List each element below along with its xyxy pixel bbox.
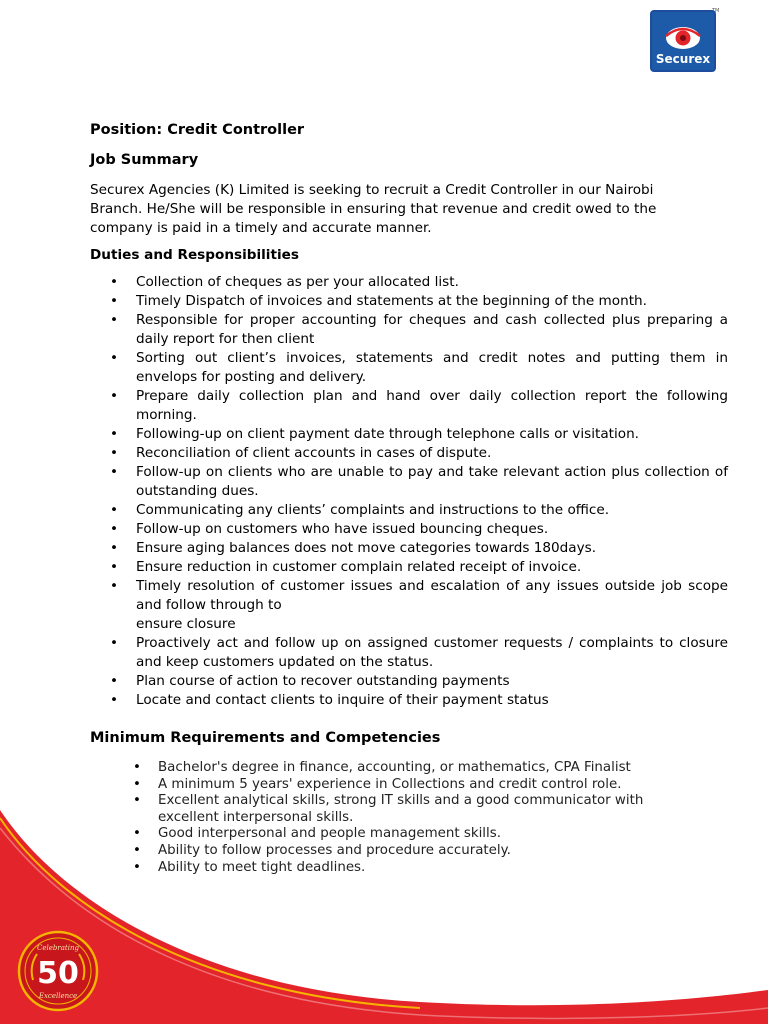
requirements-heading: Minimum Requirements and Competencies — [90, 730, 441, 746]
duty-item: • Proactively act and follow up on assigned customer requests / complaints to closure and keep customers updated on the status. — [90, 634, 728, 672]
requirement-item: • Excellent analytical skills, strong IT skills and a good communicator with excellent interpersonal skills. — [90, 793, 690, 826]
job-summary-heading: Job Summary — [90, 152, 199, 168]
celebrating-50-badge — [17, 930, 99, 1012]
duty-item: • Timely resolution of customer issues and escalation of any issues outside job scope and follow through to — [90, 577, 728, 615]
position-title: Position: Credit Controller — [90, 122, 305, 138]
eye-icon — [664, 20, 702, 56]
duty-item: • Locate and contact clients to inquire of their payment status — [90, 691, 728, 710]
duty-item: • Reconciliation of client accounts in cases of dispute. — [90, 444, 728, 463]
requirement-item: • Ability to follow processes and procedure accurately. — [90, 843, 690, 860]
requirement-item: • Good interpersonal and people management skills. — [90, 826, 690, 843]
duty-item-continuation: ensure closure — [136, 616, 236, 632]
badge-graphic — [17, 930, 99, 1012]
duty-item: • Collection of cheques as per your allocated list. — [90, 273, 728, 292]
badge-top-text: Celebrating — [37, 944, 79, 952]
job-summary-text: Securex Agencies (K) Limited is seeking to recruit a Credit Controller in our Nairobi Branch. He/She will be responsible in ensuring that revenue and credit owed to the company is paid in a timely and accurate manner. — [90, 182, 657, 236]
requirement-item: • Bachelor's degree in finance, accounting, or mathematics, CPA Finalist — [90, 760, 690, 777]
duty-item: • Following-up on client payment date through telephone calls or visitation. — [90, 425, 728, 444]
duty-item: • Timely Dispatch of invoices and statements at the beginning of the month. — [90, 292, 728, 311]
duty-item: • Responsible for proper accounting for cheques and cash collected plus preparing a daily report for then client — [90, 311, 728, 349]
duty-item: • Prepare daily collection plan and hand over daily collection report the following morning. — [90, 387, 728, 425]
requirement-item: • Ability to meet tight deadlines. — [90, 860, 690, 877]
duty-item: • Communicating any clients’ complaints and instructions to the office. — [90, 501, 728, 520]
badge-number: 50 — [37, 956, 79, 991]
duty-item: • Ensure aging balances does not move categories towards 180days. — [90, 539, 728, 558]
duty-item: • Sorting out client’s invoices, statements and credit notes and putting them in envelops for posting and delivery. — [90, 349, 728, 387]
securex-logo — [650, 10, 716, 72]
duties-list — [90, 273, 728, 710]
duty-item: • Ensure reduction in customer complain related receipt of invoice. — [90, 558, 728, 577]
trademark: TM — [712, 8, 720, 14]
requirement-item: • A minimum 5 years' experience in Collections and credit control role. — [90, 777, 690, 794]
duty-item: • Plan course of action to recover outstanding payments — [90, 672, 728, 691]
logo-text: Securex — [655, 52, 711, 66]
duties-heading: Duties and Responsibilities — [90, 247, 299, 263]
duty-item: • Follow-up on customers who have issued bouncing cheques. — [90, 520, 728, 539]
footer-swoosh — [0, 780, 768, 1024]
duty-item: • Follow-up on clients who are unable to pay and take relevant action plus collection of outstanding dues. — [90, 463, 728, 501]
badge-bottom-text: Excellence — [38, 992, 78, 1000]
